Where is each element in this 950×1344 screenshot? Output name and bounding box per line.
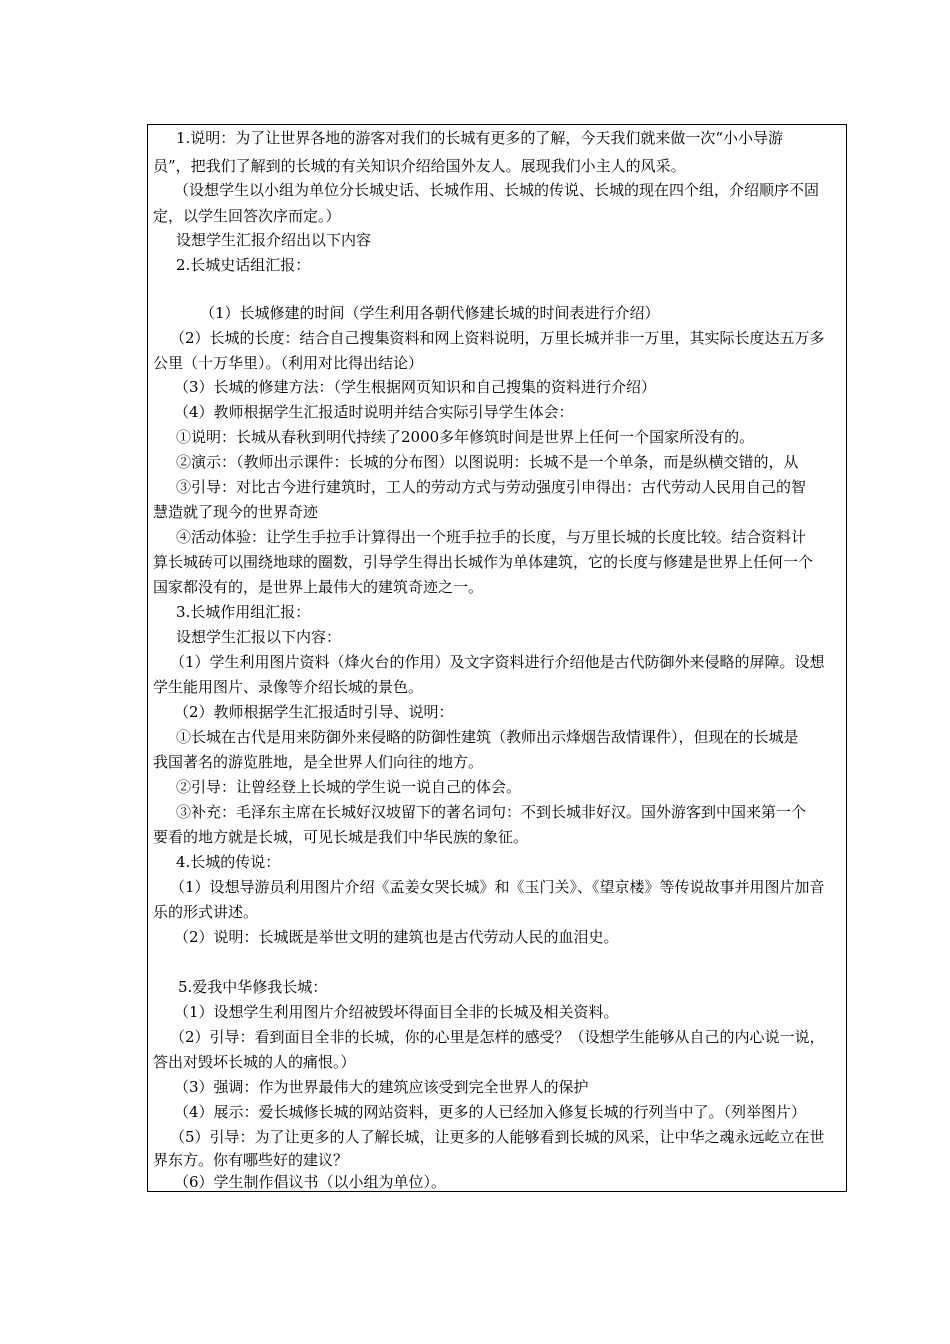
- text-line-26: ②引导：让曾经登上长城的学生说一说自己的体会。: [176, 778, 522, 796]
- text-line-29: 4.长城的传说：: [176, 853, 281, 871]
- text-line-25: 我国著名的游览胜地，是全世界人们向往的地方。: [153, 753, 484, 771]
- text-line-2: 员”，把我们了解到的长城的有关知识介绍给国外友人。展现我们小主人的风采。: [153, 157, 686, 175]
- text-line-30: （1）设想导游员利用图片介绍《孟姜女哭长城》和《玉门关》、《望京楼》等传说故事并用图片加音: [170, 878, 825, 896]
- text-line-37: （3）强调：作为世界最伟大的建筑应该受到完全世界人的保护: [174, 1078, 589, 1096]
- text-line-18: 国家都没有的，是世界上最伟大的建筑奇迹之一。: [153, 578, 484, 596]
- text-line-15: 慧造就了现今的世界奇迹: [153, 503, 319, 521]
- text-line-23: （2）教师根据学生汇报适时引导、说明：: [174, 703, 454, 721]
- text-line-21: （1）学生利用图片资料（烽火台的作用）及文字资料进行介绍他是古代防御外来侵略的屏障。设想: [170, 653, 825, 671]
- text-line-35: （2）引导：看到面目全非的长城，你的心里是怎样的感受？（设想学生能够从自己的内心说一说，: [170, 1028, 825, 1046]
- text-line-13: ②演示：（教师出示课件：长城的分布图）以图说明：长城不是一个单条，而是纵横交错的，从: [176, 453, 799, 471]
- text-line-9: 公里（十万华里）。（利用对比得出结论）: [153, 354, 424, 372]
- text-line-11: （4）教师根据学生汇报适时说明并结合实际引导学生体会：: [174, 403, 574, 421]
- text-line-14: ③引导：对比古今进行建筑时，工人的劳动方式与劳动强度引申得出：古代劳动人民用自己的智: [176, 478, 807, 496]
- text-line-7: （1）长城修建的时间（学生利用各朝代修建长城的时间表进行介绍）: [200, 304, 660, 322]
- text-line-32: （2）说明：长城既是举世文明的建筑也是古代劳动人民的血泪史。: [174, 928, 619, 946]
- text-line-38: （4）展示：爱长城修长城的网站资料，更多的人已经加入修复长城的行列当中了。（列举图片）: [174, 1103, 807, 1121]
- text-line-3: （设想学生以小组为单位分长城史话、长城作用、长城的传说、长城的现在四个组，介绍顺序不固: [174, 181, 820, 199]
- text-line-19: 3.长城作用组汇报：: [176, 603, 311, 621]
- text-line-6: 2.长城史话组汇报：: [176, 256, 311, 274]
- lesson-content-box: [147, 124, 847, 1192]
- text-line-34: （1）设想学生利用图片介绍被毁坏得面目全非的长城及相关资料。: [174, 1003, 619, 1021]
- text-line-39: （5）引导：为了让更多的人了解长城，让更多的人能够看到长城的风采，让中华之魂永远屹立在世: [170, 1128, 825, 1146]
- text-line-1: 1.说明：为了让世界各地的游客对我们的长城有更多的了解，今天我们就来做一次“小小导游: [176, 129, 783, 147]
- text-line-22: 学生能用图片、录像等介绍长城的景色。: [153, 678, 424, 696]
- text-line-33: 5.爱我中华修我长城：: [178, 978, 328, 996]
- text-line-4: 定，以学生回答次序而定。）: [153, 207, 341, 225]
- text-line-8: （2）长城的长度：结合自己搜集资料和网上资料说明，万里长城并非一万里，其实际长度达五万多: [170, 329, 825, 347]
- text-line-41: （6）学生制作倡议书（以小组为单位）。: [174, 1173, 447, 1191]
- text-line-24: ①长城在古代是用来防御外来侵略的防御性建筑（教师出示烽烟告敌情课件），但现在的长城是: [176, 728, 799, 746]
- text-line-40: 界东方。你有哪些好的建议？: [153, 1151, 349, 1169]
- text-line-5: 设想学生汇报介绍出以下内容: [176, 231, 372, 249]
- text-line-28: 要看的地方就是长城，可见长城是我们中华民族的象征。: [153, 828, 529, 846]
- text-line-16: ④活动体验：让学生手拉手计算得出一个班手拉手的长度，与万里长城的长度比较。结合资料计: [176, 528, 807, 546]
- text-line-36: 答出对毁坏长城的人的痛恨。）: [153, 1053, 356, 1071]
- text-line-27: ③补充：毛泽东主席在长城好汉坡留下的著名词句：不到长城非好汉。国外游客到中国来第一个: [176, 803, 807, 821]
- text-line-12: ①说明：长城从春秋到明代持续了2000多年修筑时间是世界上任何一个国家所没有的。: [176, 428, 755, 446]
- text-line-31: 乐的形式讲述。: [153, 903, 259, 921]
- text-line-17: 算长城砖可以围绕地球的圈数，引导学生得出长城作为单体建筑，它的长度与修建是世界上任何一个: [153, 553, 814, 571]
- text-line-20: 设想学生汇报以下内容：: [176, 628, 342, 646]
- text-line-10: （3）长城的修建方法：（学生根据网页知识和自己搜集的资料进行介绍）: [174, 378, 657, 396]
